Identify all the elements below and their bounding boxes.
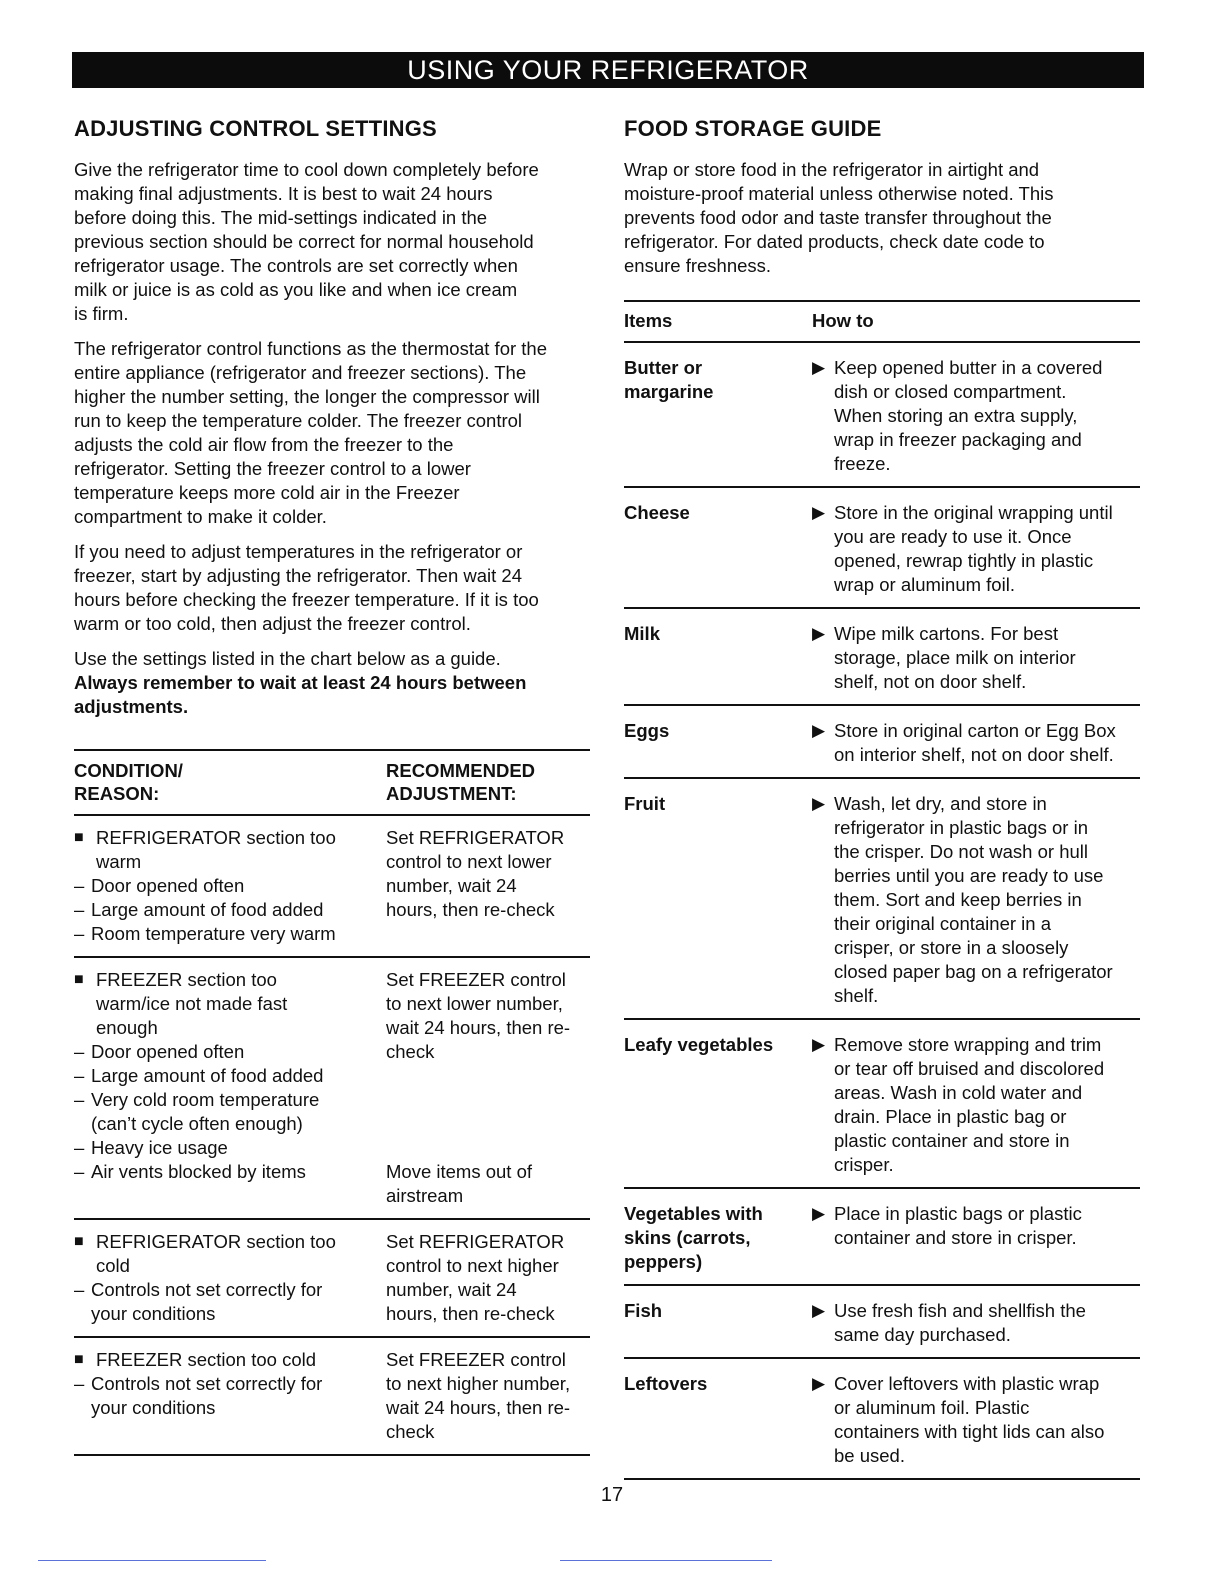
food-item: Fish: [624, 1300, 663, 1321]
section-heading: FOOD STORAGE GUIDE: [624, 116, 882, 141]
paragraph: The refrigerator control functions as the thermostat for the entire appliance (refrigerator and freezer sections). The higher the number setting, the longer the compressor will run to keep the temperature colder. The freezer control adjusts the cold air flow from the freezer to the refrigerator. Setting the freezer control to a lower temperature keeps more cold air in the Freezer compartment to make it colder.: [74, 338, 548, 527]
triangle-arrow-icon: ▶: [812, 503, 826, 522]
intro-paragraph: Wrap or store food in the refrigerator in airtight and moisture-proof material unless otherwise noted. This prevents food odor and taste transfer throughout the refrigerator. For dated products, check date code to ensure freshness.: [624, 159, 1054, 276]
howto-text: Wash, let dry, and store in refrigerator in plastic bags or in the crisper. Do not wash or hull berries until you are ready to use them. Sort and keep berries in their original container in a crisper, or store in a sloosely closed paper bag on a refrigerator shelf.: [834, 793, 1113, 1006]
triangle-arrow-icon: ▶: [812, 1301, 826, 1320]
howto-text: Wipe milk cartons. For best storage, place milk on interior shelf, not on door shelf.: [834, 623, 1076, 692]
table-row: [624, 343, 1140, 488]
table-header: [624, 302, 1140, 343]
condition-item: Controls not set correctly for your conditions: [91, 1279, 323, 1324]
condition-item: Very cold room temperature (can’t cycle often enough): [91, 1089, 320, 1134]
howto-text: Store in original carton or Egg Box on interior shelf, not on door shelf.: [834, 720, 1116, 765]
page-number: 17: [600, 1484, 624, 1506]
table-row: [624, 1020, 1140, 1189]
table-row: [624, 1359, 1140, 1478]
adjustment-text: Set FREEZER control to next lower number, wait 24 hours, then re- check: [386, 969, 571, 1062]
condition-item: Air vents blocked by items: [91, 1161, 306, 1182]
food-item: Butter or margarine: [624, 357, 714, 402]
adjustment-text: Set REFRIGERATOR control to next higher number, wait 24 hours, then re-check: [386, 1231, 565, 1324]
adjustment-text: Set REFRIGERATOR control to next lower number, wait 24 hours, then re-check: [386, 827, 565, 920]
adjusting-controls-section: [74, 116, 590, 1456]
condition-heading: REFRIGERATOR section too warm: [96, 827, 336, 872]
triangle-arrow-icon: ▶: [812, 721, 826, 740]
condition-item: Heavy ice usage: [91, 1137, 228, 1158]
table-row: [624, 1286, 1140, 1359]
header-items: Items: [624, 310, 673, 331]
table-row: ■ FREEZER section too cold – Controls not set correctly for your conditions Set FREEZER control to next higher number, wait 24 hours, then re- check: [74, 1338, 590, 1454]
paragraph: Give the refrigerator time to cool down completely before making final adjustments. It is best to wait 24 hours before doing this. The mid-settings indicated in the previous section should be correct for normal household refrigerator usage. The controls are set correctly when milk or juice is as cold as you like and when ice cream is firm.: [74, 159, 539, 324]
section-heading: ADJUSTING CONTROL SETTINGS: [74, 116, 437, 141]
table-row: [624, 779, 1140, 1020]
condition-heading: FREEZER section too warm/ice not made fast enough: [96, 969, 288, 1038]
howto-text: Store in the original wrapping until you are ready to use it. Once opened, rewrap tightly in plastic wrap or aluminum foil.: [834, 502, 1113, 595]
square-bullet-icon: ■: [74, 1233, 84, 1250]
food-item: Leafy vegetables: [624, 1034, 774, 1055]
footer-rule: [38, 1560, 266, 1561]
table-row: [624, 488, 1140, 609]
table-row: [624, 706, 1140, 779]
triangle-arrow-icon: ▶: [812, 624, 826, 643]
food-item: Milk: [624, 623, 660, 644]
guide-bold-text: Always remember to wait at least 24 hours between adjustments.: [74, 672, 527, 717]
howto-text: Place in plastic bags or plastic container and store in crisper.: [834, 1203, 1082, 1248]
condition-item: Large amount of food added: [91, 1065, 324, 1086]
paragraph: If you need to adjust temperatures in the refrigerator or freezer, start by adjusting the refrigerator. Then wait 24 hours before checking the freezer temperature. If it is too warm or too cold, then adjust the freezer control.: [74, 541, 539, 634]
condition-table: [74, 749, 590, 1456]
header-condition: CONDITION/ REASON:: [74, 760, 183, 804]
food-item: Fruit: [624, 793, 666, 814]
condition-item: Door opened often: [91, 1041, 245, 1062]
header-adjustment: RECOMMENDED ADJUSTMENT:: [386, 760, 536, 804]
table-header: [74, 751, 590, 816]
triangle-arrow-icon: ▶: [812, 358, 826, 377]
adjustment-text: Set FREEZER control to next higher number, wait 24 hours, then re- check: [386, 1349, 571, 1442]
food-storage-table: [624, 300, 1140, 1480]
table-row: [624, 1189, 1140, 1286]
food-item: Leftovers: [624, 1373, 708, 1394]
howto-text: Use fresh fish and shellfish the same day purchased.: [834, 1300, 1086, 1345]
condition-item: Room temperature very warm: [91, 923, 336, 944]
footer-rule: [560, 1560, 772, 1561]
guide-paragraph: [74, 647, 590, 719]
condition-heading: REFRIGERATOR section too cold: [96, 1231, 336, 1276]
condition-item: Large amount of food added: [91, 899, 324, 920]
square-bullet-icon: ■: [74, 1351, 84, 1368]
triangle-arrow-icon: ▶: [812, 1035, 826, 1054]
food-item: Eggs: [624, 720, 670, 741]
food-item: Vegetables with skins (carrots, peppers): [624, 1203, 763, 1272]
table-row: [624, 609, 1140, 706]
table-row: ■ REFRIGERATOR section too warm – Door opened often – Large amount of food added – Room temperature very warm Set REFRIGERATOR control to next lower number, wait 24 hours, then re-check: [74, 816, 590, 958]
square-bullet-icon: ■: [74, 829, 84, 846]
condition-item: Door opened often: [91, 875, 245, 896]
square-bullet-icon: ■: [74, 971, 84, 988]
adjustment-text: Move items out of airstream: [386, 1161, 533, 1206]
guide-text: Use the settings listed in the chart below as a guide.: [74, 648, 501, 669]
condition-item: Controls not set correctly for your conditions: [91, 1373, 323, 1418]
header-howto: How to: [812, 310, 874, 331]
food-item: Cheese: [624, 502, 690, 523]
food-storage-section: [624, 116, 1140, 1480]
triangle-arrow-icon: ▶: [812, 794, 826, 813]
condition-heading: FREEZER section too cold: [96, 1349, 317, 1370]
table-row: ■ FREEZER section too warm/ice not made fast enough – Door opened often – Large amount of food added – Very cold room temperature (can’t cycle often enough) – Heavy ice usage Set FREEZER control to next lower number, wait 24 hours, then re- check – Air vents blocked by items Move items out of airstream: [74, 958, 590, 1220]
table-row: ■ REFRIGERATOR section too cold – Controls not set correctly for your conditions Set REFRIGERATOR control to next higher number, wait 24 hours, then re-check: [74, 1220, 590, 1338]
howto-text: Remove store wrapping and trim or tear off bruised and discolored areas. Wash in cold water and drain. Place in plastic bag or plastic container and store in crisper.: [834, 1034, 1105, 1175]
page-banner: USING YOUR REFRIGERATOR: [72, 52, 1144, 88]
howto-text: Keep opened butter in a covered dish or closed compartment. When storing an extra supply, wrap in freezer packaging and freeze.: [834, 357, 1103, 474]
triangle-arrow-icon: ▶: [812, 1204, 826, 1223]
triangle-arrow-icon: ▶: [812, 1374, 826, 1393]
howto-text: Cover leftovers with plastic wrap or aluminum foil. Plastic containers with tight lids can also be used.: [834, 1373, 1105, 1466]
